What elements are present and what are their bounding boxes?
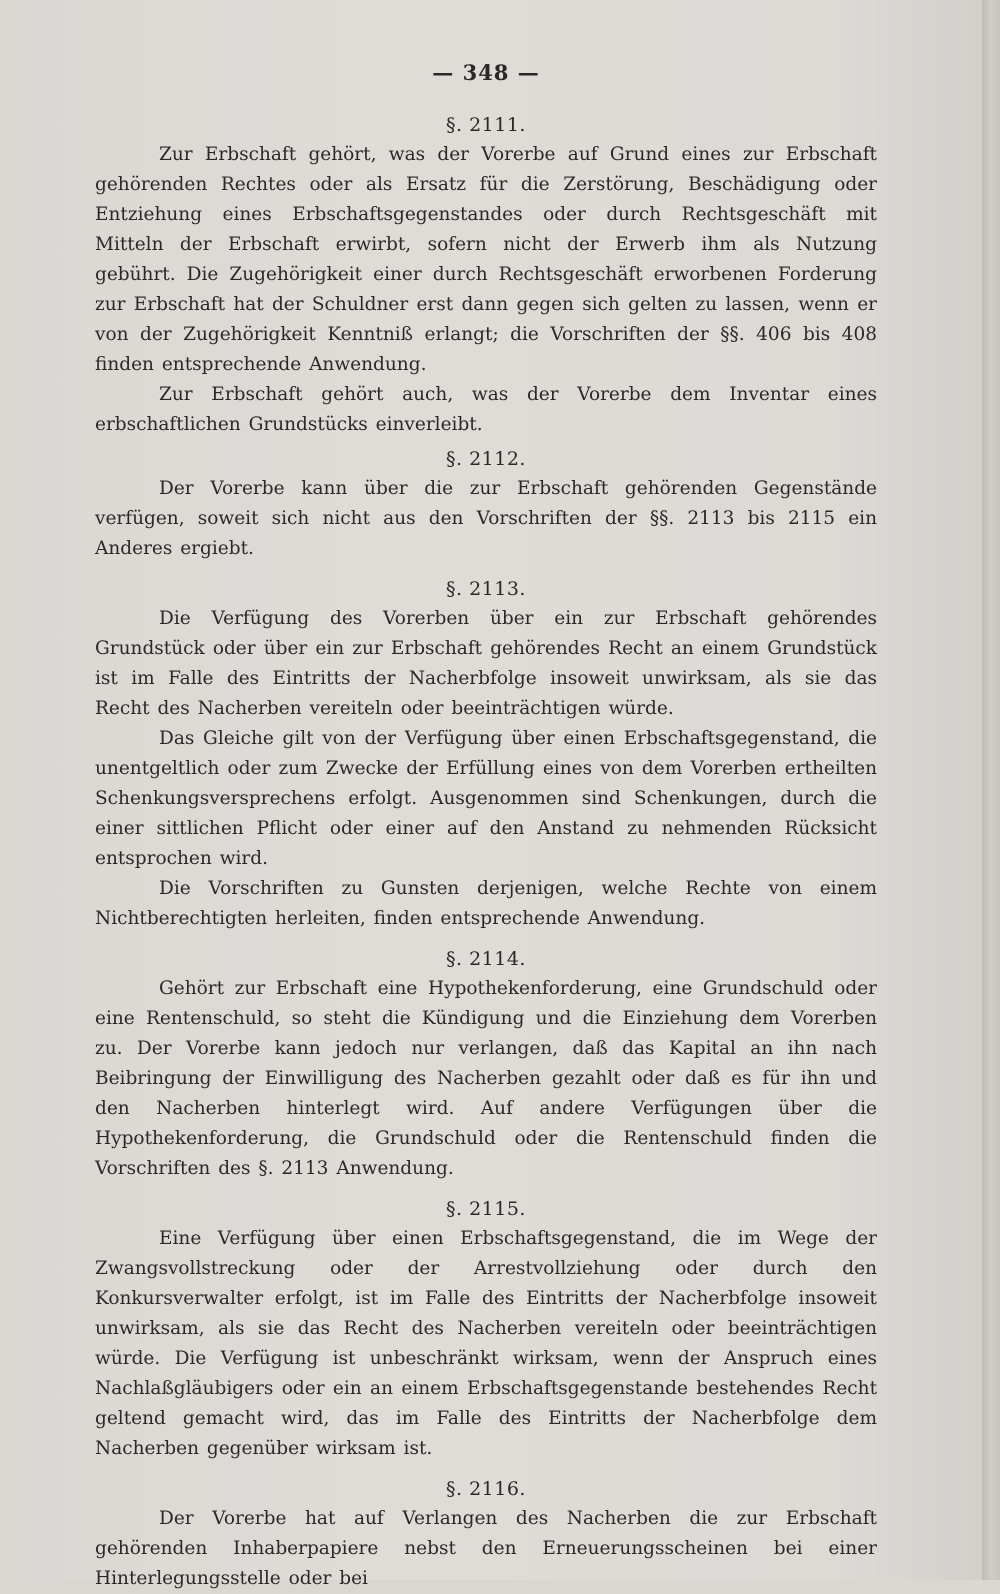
paragraph: Eine Verfügung über einen Erbschaftsgegenstand, die im Wege der Zwangsvollstreckung oder der Arrestvollziehung oder durch den Konkursverwalter erfolgt, ist im Falle des Eintritts der Nacherbfolge insoweit unwirksam, als sie das Recht des Nacherben vereiteln oder beeinträchtigen würde. Die Verfügung ist unbeschränkt wirksam, wenn der Anspruch eines Nachlaßgläubigers oder ein an einem Erbschaftsgegenstande bestehendes Recht geltend gemacht wird, das im Falle des Eintritts der Nacherbfolge dem Nacherben gegenüber wirksam ist. [95, 1228, 877, 1459]
page-edge [982, 0, 1000, 1580]
paragraph: Gehört zur Erbschaft eine Hypothekenforderung, eine Grundschuld oder eine Rentenschuld, so steht die Kündigung und die Einziehung dem Vorerben zu. Der Vorerbe kann jedoch nur verlangen, daß das Kapital an ihn nach Beibringung der Einwilligung des Nacherben gezahlt oder daß es für ihn und den Nacherben hinterlegt wird. Auf andere Verfügungen über die Hypothekenforderung, die Grundschuld oder die Rentenschuld finden die Vorschriften des §. 2113 Anwendung. [95, 978, 877, 1179]
paragraph: Die Verfügung des Vorerben über ein zur Erbschaft gehörendes Grundstück oder über ein zur Erbschaft gehörendes Recht an einem Grundstück ist im Falle des Eintritts der Nacherbfolge insoweit unwirksam, als sie das Recht des Nacherben vereiteln oder beeinträchtigen würde. [95, 608, 877, 719]
section-2116 [95, 1474, 877, 1594]
section-2111 [95, 110, 877, 440]
section-heading: §. 2116. [446, 1478, 526, 1500]
section-heading: §. 2112. [446, 448, 526, 470]
section-heading: §. 2111. [446, 114, 526, 136]
section-2113 [95, 574, 877, 934]
paragraph: Der Vorerbe kann über die zur Erbschaft gehörenden Gegenstände verfügen, soweit sich nicht aus den Vorschriften der §§. 2113 bis 2115 ein Anderes ergiebt. [95, 478, 877, 559]
section-2112 [95, 444, 877, 564]
paragraph: Zur Erbschaft gehört auch, was der Vorerbe dem Inventar eines erbschaftlichen Grundstücks einverleibt. [95, 384, 877, 435]
page-number: — 348 — [432, 60, 540, 85]
paragraph: Das Gleiche gilt von der Verfügung über einen Erbschaftsgegenstand, die unentgeltlich oder zum Zwecke der Erfüllung eines von dem Vorerben ertheilten Schenkungsversprechens erfolgt. Ausgenommen sind Schenkungen, durch die einer sittlichen Pflicht oder einer auf den Anstand zu nehmenden Rücksicht entsprochen wird. [95, 728, 877, 869]
section-2114 [95, 944, 877, 1184]
paragraph: Der Vorerbe hat auf Verlangen des Nacherben die zur Erbschaft gehörenden Inhaberpapiere nebst den Erneuerungsscheinen bei einer Hinterlegungsstelle oder bei [95, 1508, 877, 1589]
paragraph: Zur Erbschaft gehört, was der Vorerbe auf Grund eines zur Erbschaft gehörenden Rechtes oder als Ersatz für die Zerstörung, Beschädigung oder Entziehung eines Erbschaftsgegenstandes oder durch Rechtsgeschäft mit Mitteln der Erbschaft erwirbt, sofern nicht der Erwerb ihm als Nutzung gebührt. Die Zugehörigkeit einer durch Rechtsgeschäft erworbenen Forderung zur Erbschaft hat der Schuldner erst dann gegen sich gelten zu lassen, wenn er von der Zugehörigkeit Kenntniß erlangt; die Vorschriften der §§. 406 bis 408 finden entsprechende Anwendung. [95, 144, 877, 375]
page-content [95, 58, 877, 1594]
section-heading: §. 2113. [446, 578, 526, 600]
paragraph: Die Vorschriften zu Gunsten derjenigen, welche Rechte von einem Nichtberechtigten herleiten, finden entsprechende Anwendung. [95, 878, 877, 929]
section-2115 [95, 1194, 877, 1464]
section-heading: §. 2114. [446, 948, 526, 970]
section-heading: §. 2115. [446, 1198, 526, 1220]
